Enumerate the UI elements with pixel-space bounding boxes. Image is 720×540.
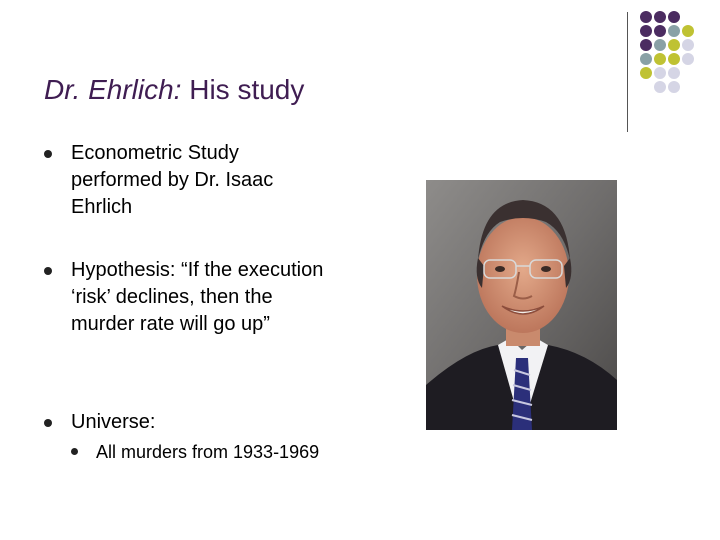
sub-bullet-item [71, 440, 319, 464]
bullet-dot-icon [44, 419, 52, 427]
bullet-item [44, 257, 331, 338]
portrait-photo [426, 180, 617, 430]
decorative-dot [654, 53, 666, 65]
decorative-dot [640, 53, 652, 65]
bullet-item [44, 409, 155, 436]
decorative-dot [668, 53, 680, 65]
decorative-dot [640, 25, 652, 37]
decorative-dot [654, 39, 666, 51]
decorative-dot [640, 11, 652, 23]
decorative-dot-grid [639, 10, 720, 118]
sub-bullet-dot-icon [71, 448, 78, 455]
bullet-text: Econometric Study performed by Dr. Isaac Ehrlich [71, 142, 274, 218]
decorative-dot [682, 25, 694, 37]
decorative-dot [654, 67, 666, 79]
decorative-dot [668, 81, 680, 93]
decorative-dot [668, 11, 680, 23]
title-rest: His study [181, 74, 305, 105]
slide-title [44, 74, 304, 106]
bullet-text: Hypothesis: “If the execution ‘risk’ declines, then the murder rate will go up” [71, 259, 324, 335]
title-name: Dr. Ehrlich: [44, 74, 182, 105]
decorative-dot [668, 67, 680, 79]
decorative-dot [682, 39, 694, 51]
sub-bullet-text: All murders from 1933-1969 [96, 442, 320, 462]
decorative-dot [640, 39, 652, 51]
divider-line [627, 12, 628, 132]
bullet-item [44, 140, 301, 221]
decorative-dot [640, 67, 652, 79]
decorative-dot [654, 11, 666, 23]
bullet-dot-icon [44, 150, 52, 158]
decorative-dot [668, 39, 680, 51]
decorative-dot [682, 53, 694, 65]
decorative-dot [668, 25, 680, 37]
decorative-dot [654, 25, 666, 37]
bullet-dot-icon [44, 267, 52, 275]
bullet-text: Universe: [71, 411, 156, 433]
decorative-dot [654, 81, 666, 93]
